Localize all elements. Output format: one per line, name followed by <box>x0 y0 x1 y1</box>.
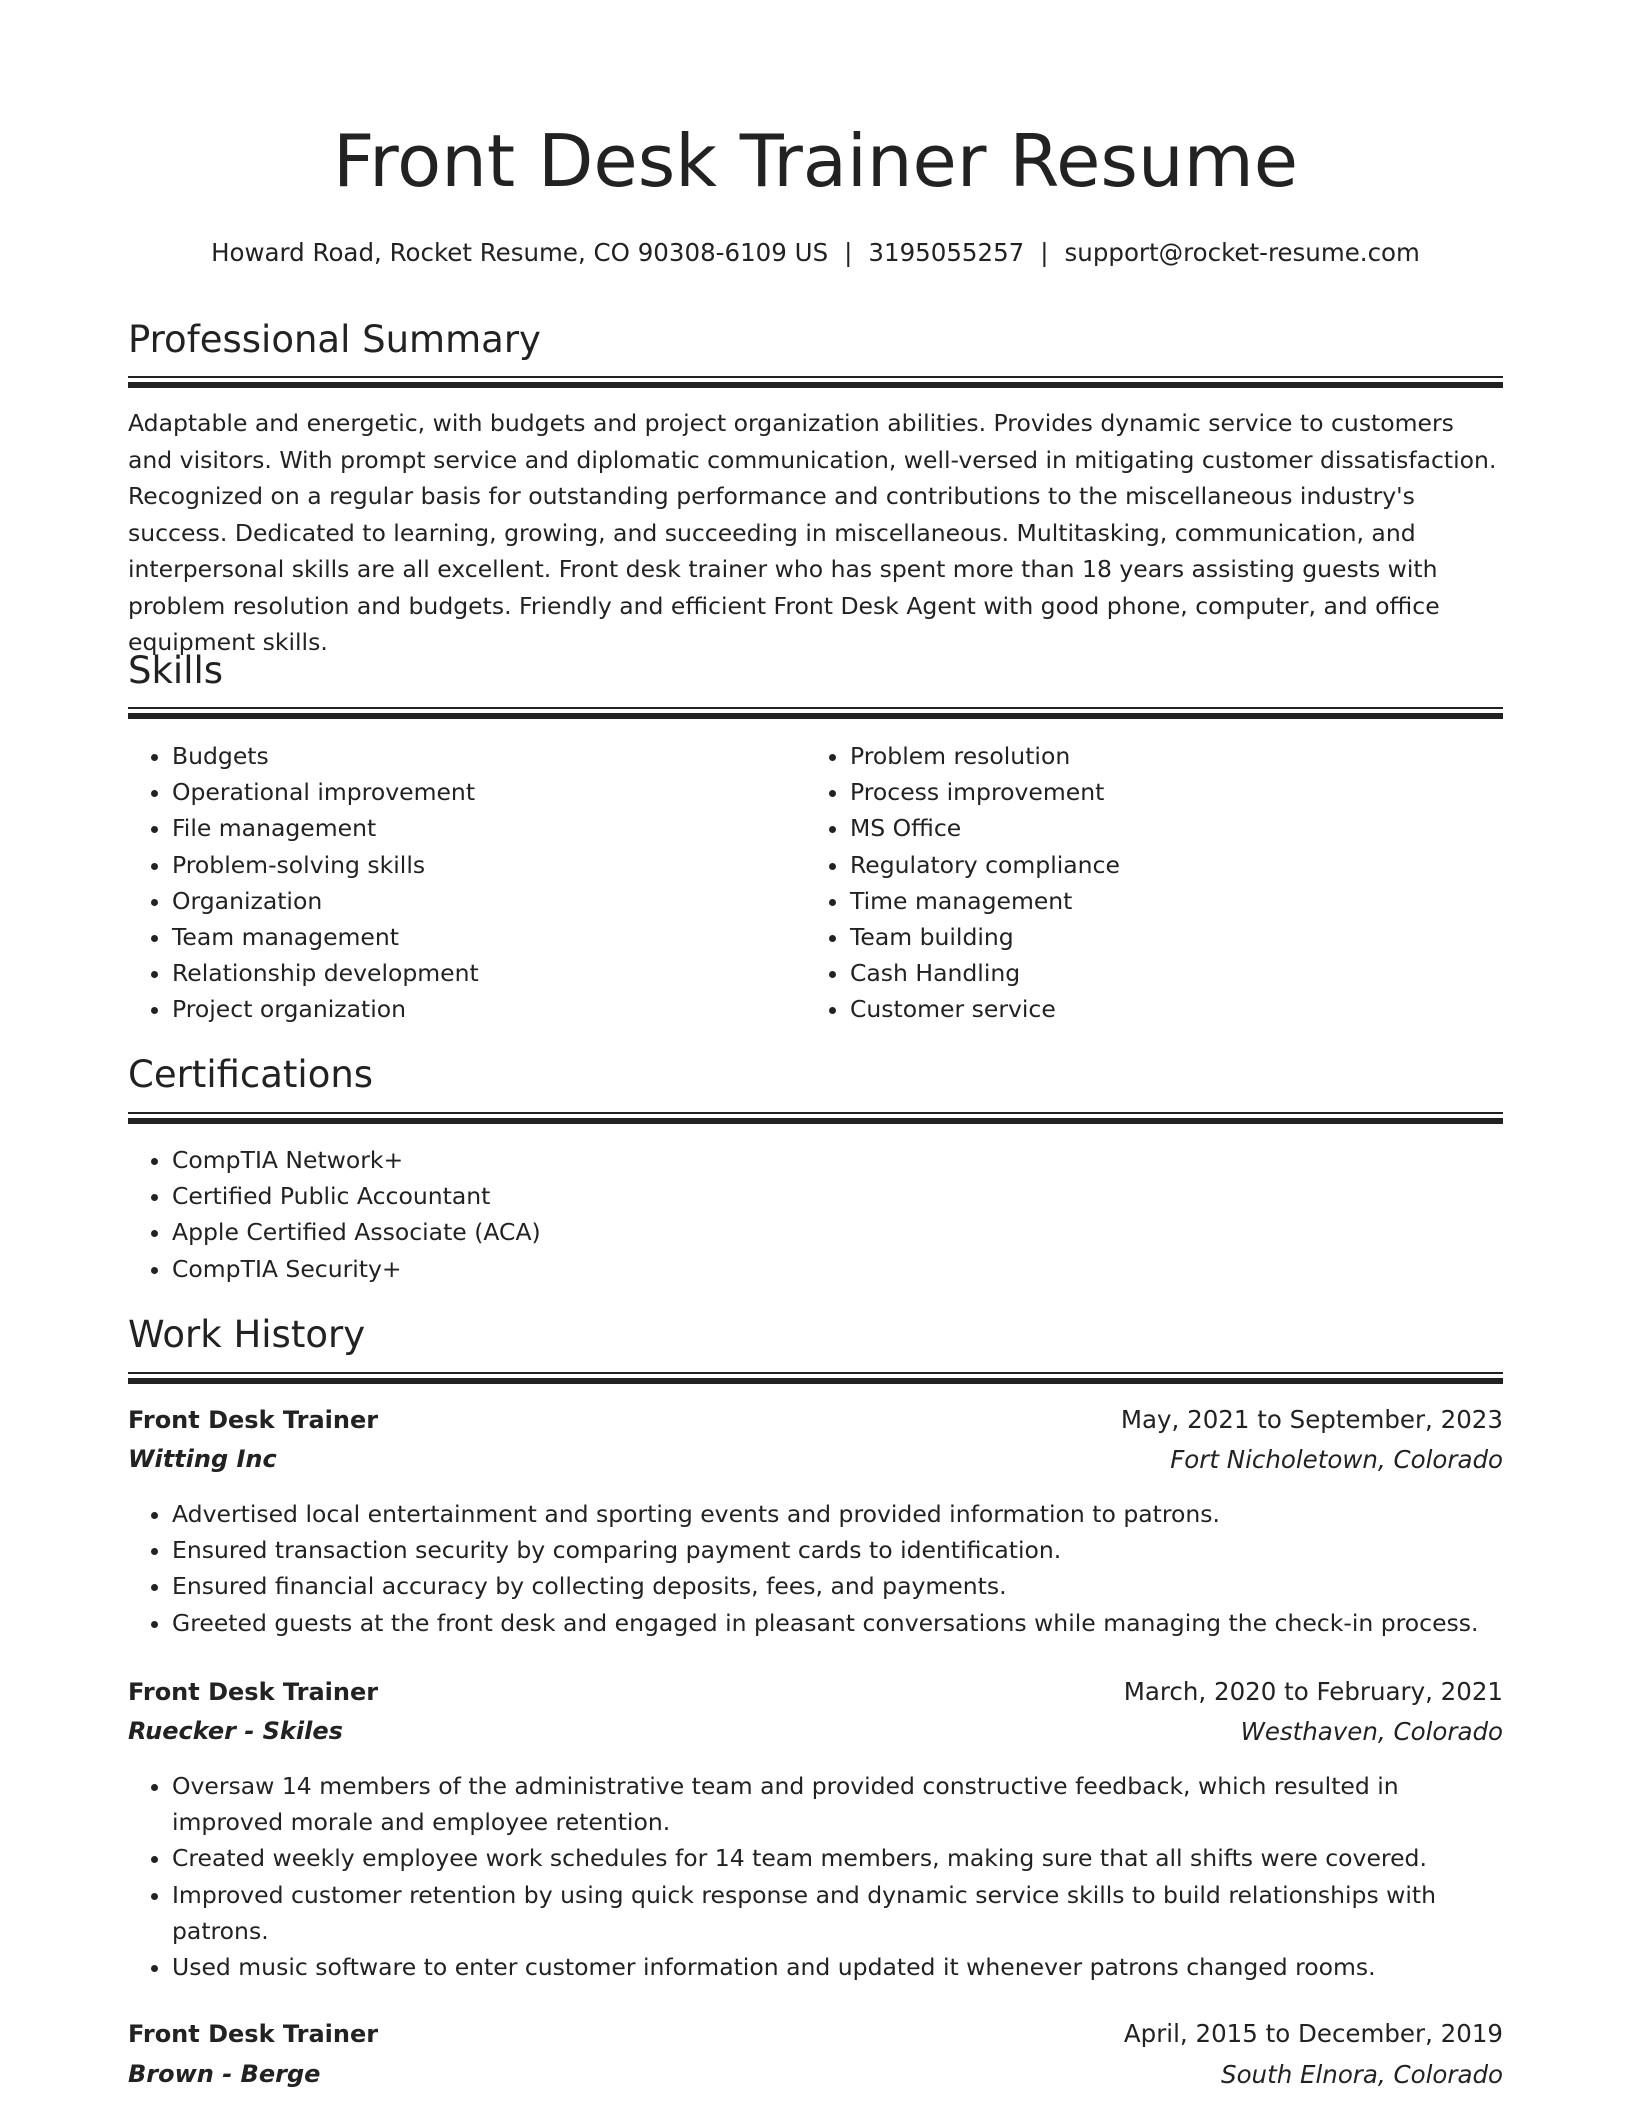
job-company: Witting Inc <box>128 1445 277 1473</box>
job-dates: March, 2020 to February, 2021 <box>1123 1677 1503 1706</box>
skill-item: • Project organization <box>172 991 788 1027</box>
certification-item: • Apple Certified Associate (ACA) <box>172 1214 1503 1250</box>
job-location: Westhaven, Colorado <box>1240 1717 1503 1746</box>
contact-phone: 3195055257 <box>868 238 1025 267</box>
summary-section <box>128 318 1503 362</box>
job-bullet: • Created weekly employee work schedules for 14 team members, making sure that all shifts were covered. <box>172 1840 1503 1876</box>
job-bullet: • Improved customer retention by using quick response and dynamic service skills to build relationships with patrons. <box>172 1877 1503 1949</box>
contact-email: support@rocket-resume.com <box>1064 238 1420 267</box>
skill-item: • Operational improvement <box>172 774 788 810</box>
certification-item: • CompTIA Security+ <box>172 1251 1503 1287</box>
skill-item: • Regulatory compliance <box>850 847 1466 883</box>
section-heading-summary: Professional Summary <box>128 318 541 361</box>
certification-item: • Certified Public Accountant <box>172 1178 1503 1214</box>
job-bullet: • Advertised local entertainment and sporting events and provided information to patrons. <box>172 1496 1503 1532</box>
contact-separator: | <box>844 238 853 267</box>
section-divider <box>128 376 1503 386</box>
section-divider <box>128 1372 1503 1382</box>
certification-item: • CompTIA Network+ <box>172 1142 1503 1178</box>
section-heading-certifications: Certifications <box>128 1053 374 1096</box>
work-history-section <box>128 1313 1503 1357</box>
job-bullet: • Oversaw 14 members of the administrative team and provided constructive feedback, which resulted in improved morale and employee retention. <box>172 1768 1503 1840</box>
job-company: Ruecker - Skiles <box>128 1717 343 1745</box>
section-divider <box>128 1112 1503 1122</box>
job-company: Brown - Berge <box>128 2060 321 2088</box>
skill-item: • Organization <box>172 883 788 919</box>
skill-item: • Budgets <box>172 738 788 774</box>
skill-item: • File management <box>172 810 788 846</box>
contact-address: Howard Road, Rocket Resume, CO 90308-6109 US <box>211 238 829 267</box>
job-bullet: • Ensured transaction security by comparing payment cards to identification. <box>172 1532 1503 1568</box>
job-location: Fort Nicholetown, Colorado <box>1170 1445 1503 1474</box>
skill-item: • Cash Handling <box>850 955 1466 991</box>
skills-column-left <box>128 738 788 1028</box>
page-title: Front Desk Trainer Resume <box>332 119 1299 203</box>
section-divider <box>128 707 1503 717</box>
job-location: South Elnora, Colorado <box>1221 2060 1503 2089</box>
contact-line <box>128 238 1503 267</box>
job-bullets <box>128 1496 1503 1641</box>
certifications-list <box>128 1142 1503 1287</box>
skill-item: • Team management <box>172 919 788 955</box>
contact-separator: | <box>1040 238 1049 267</box>
job-dates: May, 2021 to September, 2023 <box>1120 1405 1503 1434</box>
job-bullet: • Greeted guests at the front desk and engaged in pleasant conversations while managing the check-in process. <box>172 1605 1503 1641</box>
skill-item: • Customer service <box>850 991 1466 1027</box>
skill-item: • Time management <box>850 883 1466 919</box>
skill-item: • Problem-solving skills <box>172 847 788 883</box>
job-bullet: • Ensured financial accuracy by collecting deposits, fees, and payments. <box>172 1568 1503 1604</box>
job-bullets <box>128 1768 1503 1985</box>
skill-item: • MS Office <box>850 810 1466 846</box>
skill-item: • Problem resolution <box>850 738 1466 774</box>
skill-item: • Process improvement <box>850 774 1466 810</box>
job-title: Front Desk Trainer <box>128 1406 379 1434</box>
section-heading-skills: Skills <box>128 649 224 692</box>
skills-section <box>128 649 1503 693</box>
skill-item: • Relationship development <box>172 955 788 991</box>
job-bullet: • Used music software to enter customer information and updated it whenever patrons changed rooms. <box>172 1949 1503 1985</box>
section-heading-work-history: Work History <box>128 1313 366 1356</box>
job-title: Front Desk Trainer <box>128 2020 379 2048</box>
certifications-section <box>128 1053 1503 1097</box>
skills-column-right <box>806 738 1466 1028</box>
summary-text: Adaptable and energetic, with budgets and project organization abilities. Provides dynamic service to customers and visitors. With prompt service and diplomatic communication, well-versed in mitigating customer dissatisfaction. Recognized on a regular basis for outstanding performance and contributions to the miscellaneous industry's success. Dedicated to learning, growing, and succeeding in miscellaneous. Multitasking, communication, and interpersonal skills are all excellent. Front desk trainer who has spent more than 18 years assisting guests with problem resolution and budgets. Friendly and efficient Front Desk Agent with good phone, computer, and office equipment skills. <box>128 409 1497 656</box>
skill-item: • Team building <box>850 919 1466 955</box>
job-title: Front Desk Trainer <box>128 1678 379 1706</box>
job-dates: April, 2015 to December, 2019 <box>1123 2019 1503 2048</box>
